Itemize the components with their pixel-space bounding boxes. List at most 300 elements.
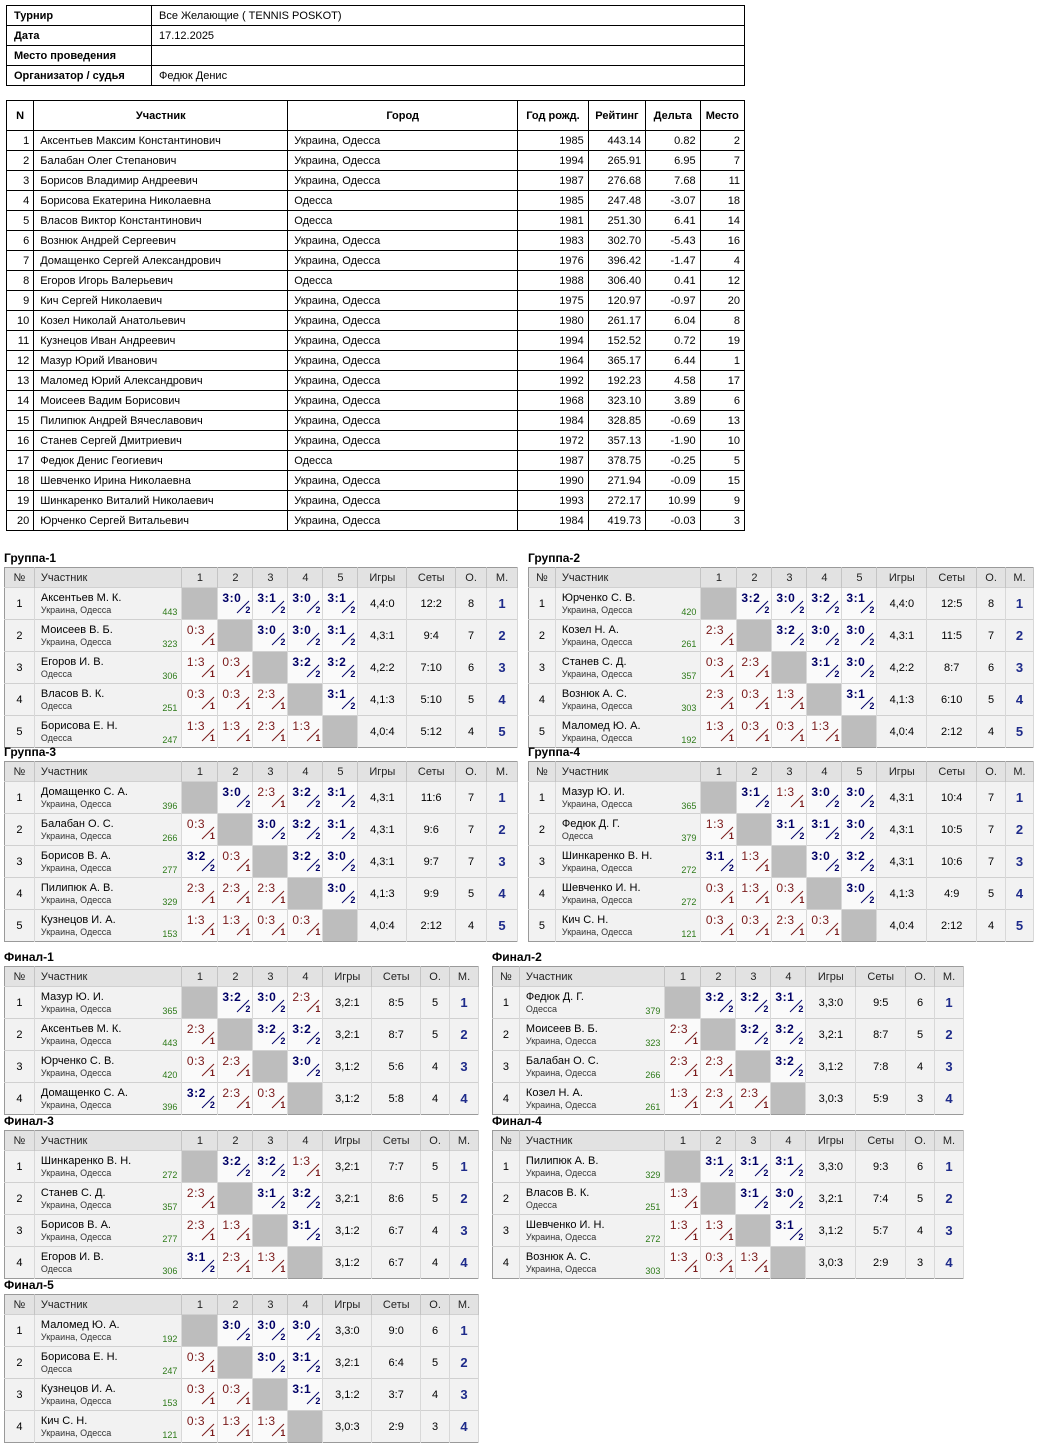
score-cell — [737, 782, 772, 814]
games-cell: 3,1:2 — [323, 1051, 372, 1083]
player-name: Моисеев В. Б. — [525, 1022, 598, 1035]
score-cell — [736, 1247, 771, 1279]
games-cell: 3,1:2 — [323, 1247, 372, 1279]
participant-cell: Моисеев Вадим Борисович — [34, 391, 288, 411]
score-cell — [807, 846, 842, 878]
match-points: 2 — [834, 831, 840, 841]
participant-cell: 7 — [700, 151, 744, 171]
participant-cell: 2 — [7, 151, 34, 171]
sets-cell: 5:8 — [372, 1083, 421, 1115]
score-cell — [182, 620, 218, 652]
diagonal-cell — [323, 910, 358, 942]
group-table — [4, 567, 518, 748]
row-number: 2 — [493, 1019, 520, 1051]
group-title: Финал-4 — [492, 1114, 542, 1128]
score-cell — [665, 1215, 701, 1247]
score-text: 1:3 — [705, 1218, 724, 1232]
score-text: 2:3 — [740, 1086, 759, 1100]
col-sets: Сеты — [856, 967, 906, 987]
score-text: 3:2 — [292, 817, 312, 831]
player-name: Шинкаренко В. Н. — [561, 849, 653, 862]
player-cell — [555, 620, 701, 652]
score-text: 3:2 — [292, 785, 312, 799]
match-points: 2 — [315, 1200, 321, 1210]
player-cell — [555, 652, 701, 684]
row-number: 3 — [5, 1051, 35, 1083]
group-row — [529, 620, 1034, 652]
match-points: 2 — [315, 1232, 321, 1242]
games-cell: 3,2:1 — [323, 987, 372, 1019]
player-rating: 272 — [162, 1170, 178, 1180]
loss-score — [253, 1247, 287, 1275]
games-cell: 3,0:3 — [323, 1411, 372, 1443]
row-number: 4 — [5, 684, 35, 716]
score-text: 1:3 — [257, 1414, 276, 1428]
win-score — [842, 620, 876, 648]
points-cell: 3 — [906, 1083, 935, 1115]
match-points: 1 — [834, 733, 840, 743]
player-name: Борисова Е. Н. — [40, 1350, 118, 1363]
score-text: 1:3 — [705, 817, 725, 831]
participant-cell: Балабан Олег Степанович — [34, 151, 288, 171]
win-score — [772, 588, 806, 616]
win-score — [736, 1019, 770, 1047]
player-cell — [519, 1183, 665, 1215]
match-points: 1 — [209, 1232, 215, 1242]
match-points: 1 — [728, 1232, 734, 1242]
match-points: 2 — [315, 863, 321, 873]
win-score — [253, 1347, 287, 1375]
col-player: Участник — [34, 762, 182, 782]
match-points: 1 — [728, 701, 734, 711]
loss-score — [702, 716, 736, 744]
participant-row — [7, 271, 745, 291]
match-points: 1 — [209, 669, 215, 679]
score-cell — [701, 987, 736, 1019]
score-text: 2:3 — [257, 719, 276, 733]
match-points: 1 — [799, 927, 805, 937]
score-cell — [737, 652, 772, 684]
match-points: 1 — [209, 637, 215, 647]
participants-header: Место — [700, 101, 744, 131]
loss-score — [701, 1247, 735, 1275]
participant-cell: 247.48 — [588, 191, 645, 211]
col-opponent: 3 — [772, 568, 807, 588]
participant-cell: Одесса — [288, 191, 518, 211]
participant-cell: 19 — [7, 491, 34, 511]
score-text: 1:3 — [186, 913, 206, 927]
participant-row — [7, 291, 745, 311]
win-score — [288, 1019, 322, 1047]
col-opponent: 1 — [182, 762, 218, 782]
score-text: 3:0 — [846, 817, 866, 831]
diagonal-cell — [772, 846, 807, 878]
diagonal-cell — [218, 620, 253, 652]
win-score — [771, 1019, 805, 1047]
col-points: О. — [421, 1131, 450, 1151]
player-cell — [34, 1247, 182, 1279]
group-row — [5, 1183, 479, 1215]
row-number: 2 — [5, 1183, 35, 1215]
score-cell — [701, 910, 737, 942]
score-text: 3:2 — [257, 1154, 277, 1168]
sets-cell: 2:9 — [856, 1247, 906, 1279]
score-cell — [253, 1411, 288, 1443]
score-cell — [218, 684, 253, 716]
sets-cell: 8:7 — [927, 652, 977, 684]
participant-cell: 152.52 — [588, 331, 645, 351]
loss-score — [737, 910, 771, 938]
score-text: 0:3 — [222, 687, 241, 701]
diagonal-cell — [288, 1083, 323, 1115]
score-text: 3:0 — [775, 1186, 795, 1200]
participant-cell: 10 — [700, 431, 744, 451]
score-cell — [182, 1247, 218, 1279]
score-cell — [182, 814, 218, 846]
score-text: 3:0 — [257, 1350, 277, 1364]
sets-cell: 7:8 — [856, 1051, 906, 1083]
group-title: Финал-2 — [492, 950, 542, 964]
score-cell — [253, 1151, 288, 1183]
score-text: 0:3 — [186, 1350, 206, 1364]
score-text: 0:3 — [186, 1054, 206, 1068]
col-opponent: 1 — [182, 1295, 218, 1315]
win-score — [183, 846, 217, 874]
score-cell — [323, 814, 358, 846]
player-city: Украина, Одесса — [40, 1199, 112, 1210]
score-cell — [288, 716, 323, 748]
match-points: 2 — [798, 1232, 804, 1242]
col-sets: Сеты — [856, 1131, 906, 1151]
participant-row — [7, 211, 745, 231]
place-cell: 1 — [1006, 588, 1034, 620]
player-city: Украина, Одесса — [40, 926, 112, 937]
group-table — [528, 567, 1034, 748]
player-rating: 121 — [162, 1430, 178, 1440]
score-cell — [218, 782, 253, 814]
row-number: 1 — [529, 588, 556, 620]
player-name: Юрченко С. В. — [561, 591, 636, 604]
score-text: 1:3 — [740, 1250, 759, 1264]
sets-cell: 5:12 — [407, 716, 456, 748]
row-number: 4 — [529, 878, 556, 910]
row-number: 2 — [5, 620, 35, 652]
group-row — [493, 1247, 964, 1279]
col-opponent: 1 — [701, 568, 737, 588]
diagonal-cell — [182, 987, 218, 1019]
row-number: 4 — [529, 684, 556, 716]
participant-cell: 12 — [700, 271, 744, 291]
player-city: Украина, Одесса — [40, 636, 112, 647]
participant-cell: 378.75 — [588, 451, 645, 471]
loss-score — [772, 716, 806, 744]
col-opponent: 2 — [701, 1131, 736, 1151]
loss-score — [218, 716, 252, 744]
sets-cell: 12:5 — [927, 588, 977, 620]
place-cell: 1 — [487, 782, 518, 814]
score-text: 3:0 — [846, 623, 866, 637]
row-number: 1 — [529, 782, 556, 814]
games-cell: 4,3:1 — [358, 782, 407, 814]
score-text: 3:2 — [186, 849, 206, 863]
score-cell — [182, 652, 218, 684]
score-cell — [182, 684, 218, 716]
score-text: 3:0 — [292, 623, 312, 637]
score-text: 0:3 — [222, 655, 241, 669]
col-opponent: 4 — [288, 762, 323, 782]
group-row — [529, 814, 1034, 846]
win-score — [253, 1183, 287, 1211]
row-number: 5 — [5, 716, 35, 748]
match-points: 1 — [245, 1396, 251, 1406]
match-points: 1 — [692, 1200, 698, 1210]
diagonal-cell — [771, 1083, 806, 1115]
participant-cell: Кич Сергей Николаевич — [34, 291, 288, 311]
score-cell — [842, 620, 877, 652]
player-city: Украина, Одесса — [561, 894, 633, 905]
col-place: М. — [487, 762, 518, 782]
sets-cell: 9:6 — [407, 814, 456, 846]
match-points: 2 — [209, 1100, 215, 1110]
match-points: 1 — [834, 927, 840, 937]
diagonal-cell — [737, 814, 772, 846]
place-cell: 2 — [487, 620, 518, 652]
loss-score — [183, 1347, 217, 1375]
diagonal-cell — [253, 1215, 288, 1247]
row-number: 3 — [529, 846, 556, 878]
score-cell — [665, 1019, 701, 1051]
win-score — [218, 1151, 252, 1179]
col-opponent: 4 — [288, 1295, 323, 1315]
col-opponent: 2 — [737, 568, 772, 588]
score-text: 2:3 — [705, 623, 725, 637]
match-points: 1 — [763, 1100, 769, 1110]
player-rating: 365 — [162, 1006, 178, 1016]
score-text: 3:1 — [292, 1382, 312, 1396]
row-number: 4 — [5, 1247, 35, 1279]
score-cell — [253, 1347, 288, 1379]
player-city: Украина, Одесса — [525, 1067, 597, 1078]
score-text: 3:1 — [257, 1186, 277, 1200]
row-number: 4 — [5, 878, 35, 910]
participant-cell: Аксентьев Максим Константинович — [34, 131, 288, 151]
row-number: 4 — [493, 1083, 520, 1115]
player-city: Одесса — [40, 1263, 72, 1274]
player-city: Украина, Одесса — [40, 1427, 112, 1438]
score-cell — [771, 1019, 806, 1051]
loss-score — [807, 910, 841, 938]
match-points: 1 — [209, 895, 215, 905]
score-cell — [288, 1315, 323, 1347]
diagonal-cell — [182, 588, 218, 620]
player-name: Вознюк А. С. — [525, 1250, 591, 1263]
games-cell: 4,1:3 — [877, 878, 927, 910]
group-row — [5, 1083, 479, 1115]
col-place: М. — [487, 568, 518, 588]
match-points: 2 — [763, 1036, 769, 1046]
place-cell: 5 — [1006, 910, 1034, 942]
points-cell: 4 — [421, 1379, 450, 1411]
participant-cell: -0.97 — [646, 291, 700, 311]
participant-cell: 1984 — [518, 411, 589, 431]
score-cell — [771, 1051, 806, 1083]
win-score — [771, 1215, 805, 1243]
participant-cell: Мазур Юрий Иванович — [34, 351, 288, 371]
score-text: 2:3 — [257, 785, 276, 799]
group-table — [528, 761, 1034, 942]
score-text: 3:0 — [811, 849, 831, 863]
participant-cell: 1983 — [518, 231, 589, 251]
win-score — [288, 588, 322, 616]
participant-cell: 17 — [7, 451, 34, 471]
match-points: 1 — [315, 927, 321, 937]
place-cell: 1 — [487, 588, 518, 620]
win-score — [807, 846, 841, 874]
participant-cell: 276.68 — [588, 171, 645, 191]
match-points: 1 — [763, 1264, 769, 1274]
player-rating: 357 — [162, 1202, 178, 1212]
match-points: 1 — [280, 1264, 286, 1274]
score-cell — [701, 846, 737, 878]
match-points: 2 — [834, 669, 840, 679]
player-cell — [519, 1151, 665, 1183]
group-row — [529, 782, 1034, 814]
participant-cell: Одесса — [288, 271, 518, 291]
player-rating: 443 — [162, 607, 178, 617]
match-points: 2 — [315, 1364, 321, 1374]
match-points: 1 — [209, 1396, 215, 1406]
col-points: О. — [906, 967, 935, 987]
score-text: 2:3 — [257, 687, 276, 701]
player-rating: 303 — [645, 1266, 661, 1276]
diagonal-cell — [218, 1347, 253, 1379]
score-text: 1:3 — [741, 881, 760, 895]
participant-cell: Федюк Денис Геогиевич — [34, 451, 288, 471]
col-points: О. — [906, 1131, 935, 1151]
score-text: 3:0 — [292, 1318, 312, 1332]
diagonal-cell — [665, 1151, 701, 1183]
games-cell: 3,2:1 — [323, 1019, 372, 1051]
group-row — [5, 1347, 479, 1379]
match-points: 1 — [209, 1428, 215, 1438]
player-rating: 266 — [162, 833, 178, 843]
match-points: 2 — [764, 799, 770, 809]
place-cell: 4 — [1006, 878, 1034, 910]
match-points: 2 — [869, 895, 875, 905]
row-number: 4 — [5, 1411, 35, 1443]
match-points: 2 — [869, 701, 875, 711]
match-points: 2 — [315, 605, 321, 615]
participant-cell: -3.07 — [646, 191, 700, 211]
loss-score — [183, 684, 217, 712]
participant-cell: 365.17 — [588, 351, 645, 371]
score-cell — [218, 846, 253, 878]
sets-cell: 5:10 — [407, 684, 456, 716]
place-cell: 1 — [1006, 782, 1034, 814]
player-city: Украина, Одесса — [40, 1231, 112, 1242]
player-cell — [34, 1315, 182, 1347]
group-row — [493, 987, 964, 1019]
player-city: Украина, Одесса — [561, 636, 633, 647]
participant-cell: 7 — [7, 251, 34, 271]
score-cell — [182, 846, 218, 878]
player-cell — [34, 1151, 182, 1183]
score-cell — [323, 652, 358, 684]
score-cell — [288, 1151, 323, 1183]
score-cell — [842, 652, 877, 684]
score-cell — [182, 716, 218, 748]
score-cell — [736, 987, 771, 1019]
games-cell: 3,3:0 — [806, 987, 856, 1019]
info-row — [7, 46, 745, 66]
score-text: 3:1 — [811, 817, 831, 831]
group-table — [4, 761, 518, 942]
score-text: 1:3 — [222, 913, 241, 927]
match-points: 2 — [834, 605, 840, 615]
participant-cell: 7.68 — [646, 171, 700, 191]
win-score — [771, 987, 805, 1015]
match-points: 1 — [764, 895, 770, 905]
row-number: 3 — [493, 1051, 520, 1083]
player-name: Пилипюк А. В. — [525, 1154, 599, 1167]
score-cell — [772, 588, 807, 620]
loss-score — [253, 910, 287, 938]
diagonal-cell — [218, 1183, 253, 1215]
match-points: 2 — [728, 1168, 734, 1178]
col-sets: Сеты — [372, 1131, 421, 1151]
sets-cell: 9:3 — [856, 1151, 906, 1183]
games-cell: 3,2:1 — [323, 1347, 372, 1379]
match-points: 1 — [245, 1068, 251, 1078]
player-rating: 251 — [162, 703, 178, 713]
place-cell: 2 — [450, 1183, 479, 1215]
sets-cell: 10:5 — [927, 814, 977, 846]
win-score — [288, 652, 322, 680]
player-cell — [34, 1379, 182, 1411]
match-points: 1 — [728, 927, 734, 937]
participant-cell: 120.97 — [588, 291, 645, 311]
group-row — [5, 987, 479, 1019]
group-3 — [4, 745, 518, 942]
score-text: 2:3 — [741, 655, 760, 669]
win-score — [288, 1347, 322, 1375]
col-games: Игры — [323, 1295, 372, 1315]
score-text: 1:3 — [292, 719, 311, 733]
group-header-row — [5, 568, 518, 588]
score-cell — [665, 1183, 701, 1215]
loss-score — [218, 910, 252, 938]
loss-score — [666, 1019, 700, 1047]
loss-score — [183, 878, 217, 906]
group-header-row — [529, 762, 1034, 782]
row-number: 2 — [529, 814, 556, 846]
participant-row — [7, 331, 745, 351]
match-points: 2 — [799, 637, 805, 647]
place-cell: 4 — [935, 1083, 964, 1115]
match-points: 2 — [350, 863, 356, 873]
score-text: 1:3 — [776, 785, 795, 799]
place-cell: 3 — [487, 846, 518, 878]
match-points: 1 — [280, 1428, 286, 1438]
col-opponent: 5 — [323, 568, 358, 588]
loss-score — [807, 716, 841, 744]
row-number: 2 — [493, 1183, 520, 1215]
player-rating: 277 — [162, 865, 178, 875]
group-header-row — [529, 568, 1034, 588]
win-score — [288, 782, 322, 810]
col-number: № — [493, 967, 520, 987]
points-cell: 4 — [421, 1083, 450, 1115]
